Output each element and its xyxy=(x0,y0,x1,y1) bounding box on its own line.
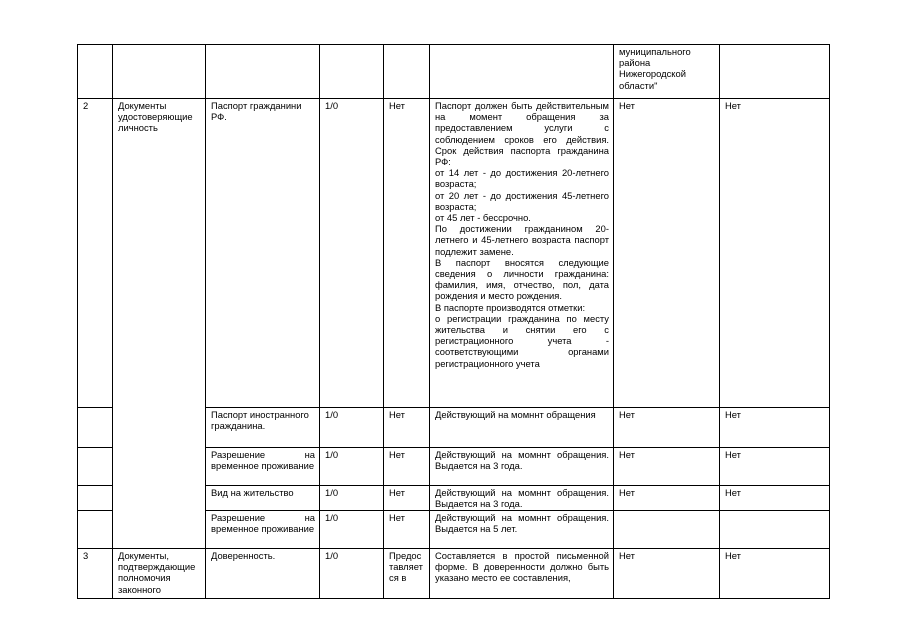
cell-condition: Нет xyxy=(384,511,430,549)
cell-count xyxy=(320,45,384,99)
requirements-line: По достижении гражданином 20-летнего и 45-летнего возраста паспорт подлежит замене. xyxy=(435,223,609,257)
cell-sample: Нет xyxy=(720,549,830,599)
requirements-text: Составляется в простой письменной форме. В доверенности должно быть указано место ее составления, xyxy=(435,550,609,584)
cell-form: Нет xyxy=(614,486,720,511)
cell-number xyxy=(78,45,113,99)
cell-condition xyxy=(384,45,430,99)
cell-number xyxy=(78,448,113,486)
cell-count: 1/0 xyxy=(320,408,384,448)
cell-requirements: Действующий на момннт обращения. Выдается на 3 года. xyxy=(430,448,614,486)
table-row-authority xyxy=(78,549,830,599)
requirements-line: о регистрации гражданина по месту жительства и снятии его с регистрационного учета - соответствующими органами регистрационного учета xyxy=(435,312,609,369)
cell-requirements xyxy=(430,99,614,408)
documents-table xyxy=(77,44,830,599)
cell-condition xyxy=(384,549,430,599)
cell-sample: Нет xyxy=(720,448,830,486)
cell-count: 1/0 xyxy=(320,99,384,408)
requirements-line: В паспорте производятся отметки: xyxy=(435,301,586,313)
cell-condition: Нет xyxy=(384,99,430,408)
requirements-line: от 20 лет - до достижения 45-летнего возраста; xyxy=(435,189,609,212)
cell-sample: Нет xyxy=(720,99,830,408)
cell-document: Разрешение на временное проживание xyxy=(206,448,320,486)
cell-form: Нет xyxy=(614,448,720,486)
cell-form: Нет xyxy=(614,408,720,448)
cell-requirements: Действующий на момннт обращения. Выдается на 3 года. xyxy=(430,486,614,511)
cell-condition: Нет xyxy=(384,486,430,511)
requirements-line: В паспорт вносятся следующие сведения о личности гражданина: фамилия, имя, отчество, пол, дата рождения и место рождения. xyxy=(435,256,609,302)
cell-document: Паспорт иностранного гражданина. xyxy=(206,408,320,448)
cell-condition: Нет xyxy=(384,408,430,448)
category-text: Документы, подтверждающие полномочия законного xyxy=(118,550,196,594)
cell-document xyxy=(206,45,320,99)
cell-number: 2 xyxy=(78,99,113,408)
cell-requirements xyxy=(430,45,614,99)
cell-count: 1/0 xyxy=(320,549,384,599)
requirements-line: от 45 лет - бессрочно. xyxy=(435,212,531,224)
cell-number xyxy=(78,408,113,448)
cell-document: Паспорт гражданини РФ. xyxy=(206,99,320,408)
cell-form: Нет xyxy=(614,549,720,599)
cell-form: муниципального района Нижегородской области" xyxy=(614,45,720,99)
condition-text: Предоставляется в xyxy=(389,550,423,584)
cell-number xyxy=(78,511,113,549)
cell-sample xyxy=(720,511,830,549)
cell-category xyxy=(113,549,206,599)
requirements-line: от 14 лет - до достижения 20-летнего возраста; xyxy=(435,167,609,190)
cell-requirements: Действующий на момннт обращения. Выдается на 5 лет. xyxy=(430,511,614,549)
cell-number: 3 xyxy=(78,549,113,599)
cell-number xyxy=(78,486,113,511)
cell-sample: Нет xyxy=(720,408,830,448)
cell-condition: Нет xyxy=(384,448,430,486)
cell-sample: Нет xyxy=(720,486,830,511)
requirements-line: Паспорт должен быть действительным на момент обращения за предоставлением услуги с соблюдением сроков его действия. Срок действия паспорта гражданина РФ: xyxy=(435,100,609,168)
cell-sample xyxy=(720,45,830,99)
cell-category xyxy=(113,45,206,99)
table-row-continued xyxy=(78,45,830,99)
cell-document: Доверенность. xyxy=(206,549,320,599)
cell-document: Разрешение на временное проживание xyxy=(206,511,320,549)
cell-count: 1/0 xyxy=(320,511,384,549)
cell-count: 1/0 xyxy=(320,486,384,511)
cell-count: 1/0 xyxy=(320,448,384,486)
cell-category: Документы удостоверяющие личность xyxy=(113,99,206,549)
cell-form xyxy=(614,511,720,549)
cell-requirements xyxy=(430,549,614,599)
cell-document: Вид на жительство xyxy=(206,486,320,511)
cell-form: Нет xyxy=(614,99,720,408)
cell-requirements: Действующий на момннт обращения xyxy=(430,408,614,448)
table-row-passport xyxy=(78,99,830,408)
